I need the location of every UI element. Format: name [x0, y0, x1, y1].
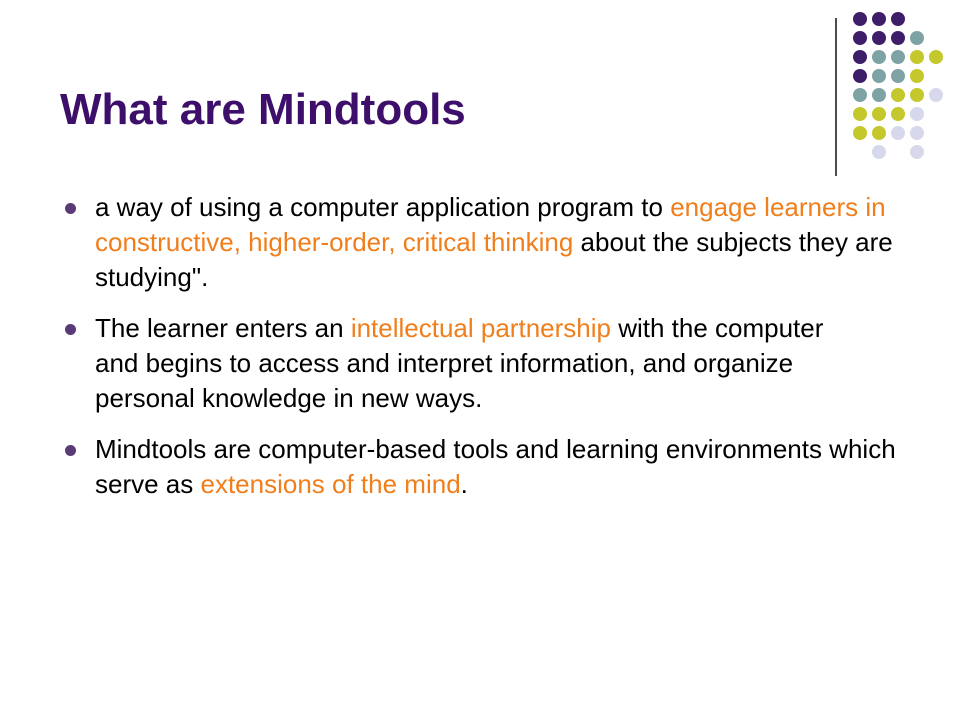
highlighted-text: intellectual partnership: [350, 313, 611, 343]
decorative-dot: [910, 31, 924, 45]
highlighted-text: engage learners in constructive, higher-order, critical thinking: [95, 192, 886, 257]
decorative-dot: [891, 12, 905, 26]
decorative-dot: [853, 107, 867, 121]
bullet-text: a way of using a computer application program to: [95, 192, 671, 222]
decorative-dot-grid: [0, 0, 960, 200]
decorative-dot: [910, 50, 924, 64]
bullet-icon: [65, 203, 76, 214]
bullet-item: [60, 311, 860, 416]
bullet-text: about the subjects they are studying".: [95, 227, 893, 292]
decorative-dot: [872, 88, 886, 102]
bullet-item: [60, 190, 910, 295]
vertical-divider: [835, 18, 837, 176]
bullet-text: .: [460, 469, 468, 499]
decorative-dot: [872, 50, 886, 64]
bullet-icon: [65, 445, 76, 456]
decorative-dot: [891, 69, 905, 83]
decorative-dot: [853, 126, 867, 140]
decorative-dot: [872, 145, 886, 159]
decorative-dot: [853, 69, 867, 83]
decorative-dot: [910, 88, 924, 102]
decorative-dot: [891, 107, 905, 121]
decorative-dot: [891, 50, 905, 64]
decorative-dot: [853, 50, 867, 64]
decorative-dot: [910, 126, 924, 140]
decorative-dot: [872, 31, 886, 45]
decorative-dot: [853, 88, 867, 102]
decorative-dot: [910, 107, 924, 121]
bullet-text: Mindtools are computer-based tools and learning environments which serve as: [95, 434, 896, 499]
decorative-dot: [929, 50, 943, 64]
decorative-dot: [929, 88, 943, 102]
highlighted-text: extensions of the mind: [200, 469, 461, 499]
decorative-dot: [891, 31, 905, 45]
bullet-text: with the computer and begins to access and interpret information, and organize personal knowledge in new ways.: [95, 313, 824, 413]
decorative-dot: [872, 69, 886, 83]
decorative-dot: [891, 88, 905, 102]
decorative-dot: [872, 126, 886, 140]
decorative-dot: [872, 107, 886, 121]
bullet-item: [60, 432, 915, 502]
decorative-dot: [872, 12, 886, 26]
decorative-dot: [910, 145, 924, 159]
bullet-text: The learner enters an: [95, 313, 351, 343]
decorative-dot: [910, 69, 924, 83]
bullet-icon: [65, 324, 76, 335]
decorative-dot: [853, 31, 867, 45]
decorative-dot: [853, 12, 867, 26]
slide-title: What are Mindtools: [60, 85, 466, 134]
bullet-list: [60, 190, 910, 518]
decorative-dot: [891, 126, 905, 140]
